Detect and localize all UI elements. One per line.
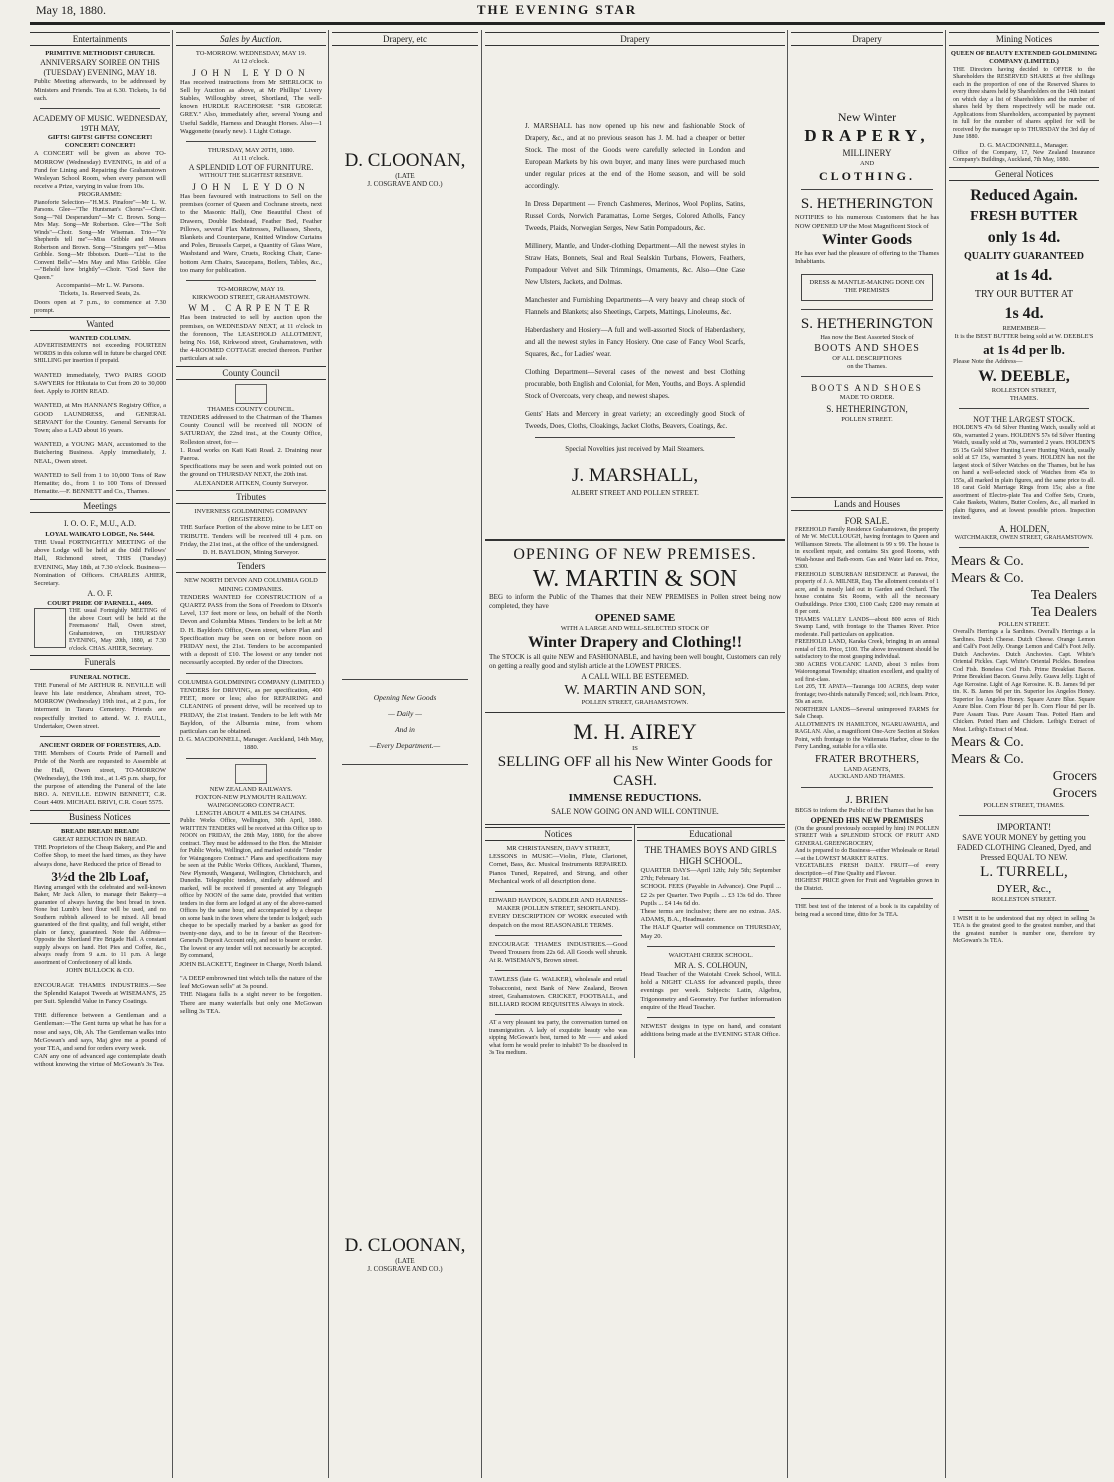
ad-headline: Winter Goods bbox=[822, 231, 912, 248]
opening-box bbox=[342, 679, 468, 765]
ad-text: QUARTER DAYS—April 12th; July 5th; September 27th; February 1st. bbox=[640, 867, 781, 883]
ad-text: Office of the Company, 17, New Zealand Insurance Company's Buildings, Auckland, 7th May, 1880. bbox=[953, 149, 1095, 164]
ad-text: WANTED, a YOUNG MAN, accustomed to the Butchering Business. Apply immediately, J. NEAL, Owen street. bbox=[34, 441, 166, 465]
advertiser-name: FRATER BROTHERS, bbox=[815, 752, 919, 765]
ad-headline: FRESH BUTTER bbox=[970, 209, 1078, 225]
ad-heading: FUNERAL NOTICE. bbox=[70, 673, 130, 681]
ad-heading: WANTED COLUMN. bbox=[69, 335, 131, 343]
ad-text: WANTED, at Mrs HANNAN'S Registry Office, a GOOD LAUNDRESS, and GENERAL SERVANT for the Country. General Servants for Town; also a LAD about 16 years. bbox=[34, 402, 166, 435]
ad-text: EVERY DESCRIPTION OF WORK executed with despatch on the most REASONABLE TERMS. bbox=[489, 913, 628, 929]
ad-heading: TO-MORROW. WEDNESDAY, MAY 19. bbox=[195, 50, 307, 58]
ad-address: POLLEN STREET, THAMES. bbox=[983, 802, 1065, 810]
ad-text: He has ever had the pleasure of offering to the Thames Inhabitants. bbox=[795, 249, 939, 266]
ad-headline: 3½d the 2lb Loaf, bbox=[51, 868, 149, 884]
newspaper-title: THE EVENING STAR bbox=[476, 2, 638, 17]
ad-text: THE Proprietors of the Cheap Bakery, and Pie and Coffee Shop, to meet the hard times, as they have always done, have Reduced the price of Bread to bbox=[34, 844, 166, 868]
ad-text: AUCKLAND AND THAMES. bbox=[829, 774, 905, 781]
section-heading: Wanted bbox=[30, 317, 170, 331]
ad-text: SCHOOL FEES (Payable in Advance). One Pupil ... £2 2s per Quarter. Two Pupils ... £3 13s 6d do. Three Pupils ... £4 14s 6d do. bbox=[640, 883, 781, 907]
ad-heading: BREAD! BREAD! BREAD! bbox=[60, 827, 139, 835]
ad-heading: PROGRAMME: bbox=[78, 191, 122, 199]
ad-text: THE difference between a Gentleman and a Gentleman:—The Gent turns up what he has for a nose and says, Oh, Ah. The Gentleman walks into McGowan's and says, Maj give me a pound of your TEA, and send for orders every week. bbox=[34, 1012, 166, 1052]
auctioneer-name: WM. CARPENTER bbox=[188, 303, 314, 314]
ad-text: Manchester and Furnishing Departments—A very heavy and cheap stock of Flannels and Blankets; also Sheetings, Carpets, Mattings, Linoleums, &c. bbox=[525, 296, 745, 317]
ad-text: THE Directors having decided to OFFER to the Shareholders the RESERVED SHARES at five shillings each in the proportion of one of the Reserved Shares to every three shares held by Shareholders on the 14th instant on which day a list of Shareholders and the number of shares held by them respectively will be made out. Applications from Shareholders, accompanied by payment in full for the number of shares applied for will be received by the manager up to THURSDAY the 3rd day of June 1880. bbox=[953, 66, 1095, 141]
ad-headline: only 1s 4d. bbox=[987, 229, 1061, 247]
column-auctions bbox=[176, 30, 326, 1478]
section-heading: Business Notices bbox=[30, 810, 170, 824]
ad-heading: NEW ZEALAND RAILWAYS. bbox=[209, 785, 293, 793]
ad-text: TENDERS for DRIVING, as per specification, 400 FEET, more or less; also for REPAIRING and CLEANING of present drive, will be received up to FRIDAY, the 21st instant. Tenders to be left with Mr Bayldon, of the Alburnia mine, from whom particulars can be obtained. bbox=[180, 686, 322, 735]
ad-heading: PRIMITIVE METHODIST CHURCH. bbox=[45, 50, 155, 58]
column-rule bbox=[172, 30, 173, 1478]
ad-text: Has received instructions from Mr SHERLOCK to Sell by Auction as above, at Mr Phillips' Livery Stables, Willoughby street, Shortland, The well-known HURDLE RACEHORSE "SIR GEORGE GREY." Also, immediately after, several Young and Useful Saddle, Harness and Draught Horses. Also—1 Waggonette (nearly new). 1 Light Cottage. bbox=[180, 78, 322, 135]
ad-text: (On the ground previously occupied by him) IN POLLEN STREET With a SPLENDID STOCK OF FRUIT AND GENERAL GREENGROCERY, bbox=[795, 825, 939, 847]
ad-signature: JOHN BLACKETT, Engineer in Charge, North Island. bbox=[179, 960, 323, 968]
ad-heading: FOR SALE. bbox=[844, 515, 890, 526]
notices-column bbox=[485, 825, 635, 1058]
advertiser-name: M. H. AIREY bbox=[573, 718, 697, 744]
ad-heading: NOT THE LARGEST STOCK. bbox=[973, 415, 1075, 425]
ad-heading: NEW NORTH DEVON AND COLUMBIA GOLD MINING COMPANIES. bbox=[184, 577, 318, 593]
ad-text: Accompanist—Mr L. W. Parsons. bbox=[55, 282, 145, 290]
ad-text: THE best test of the interest of a book is its capability of being read a second time, ditto for 3s TEA. bbox=[795, 904, 939, 918]
ad-text: SAVE YOUR MONEY by getting you FADED CLOTHING Cleaned, Dyed, and Pressed EQUAL TO NEW. bbox=[956, 833, 1092, 863]
ad-heading: ANNIVERSARY SOIREE ON THIS (TUESDAY) EVENING, MAY 18. bbox=[40, 58, 160, 78]
ad-heading: WAINGONGORO CONTRACT. bbox=[207, 801, 295, 809]
ad-headline: Grocers bbox=[1052, 786, 1097, 802]
ad-text: In Dress Department — French Cashmeres, Merinos, Wool Poplins, Satins, Russel Cords, Norwich Paramattas, Lorne Serges, Colored Atholls, Fancy Tweeds, Plaids, Norwegian Serges, New Satin Pompadours, &c. bbox=[525, 200, 745, 233]
ad-text: FREEHOLD LAND, Karaka Creek, bringing in an annual rental of £18. Price, £100. The above investment should be satisfactory to the most grasping individual. bbox=[795, 639, 939, 661]
ad-headline: 1s 4d. bbox=[1004, 305, 1044, 323]
ad-address: POLLEN STREET, GRAHAMSTOWN. bbox=[581, 699, 689, 707]
ad-headline: Winter Drapery and Clothing!! bbox=[527, 634, 743, 652]
ad-heading: IMPORTANT! bbox=[996, 822, 1052, 833]
ad-headline: CLOTHING. bbox=[818, 169, 915, 184]
column-rule bbox=[945, 30, 946, 1478]
ad-text: 1. Road works on Kati Kati Road. 2. Draining near Paeroa. bbox=[180, 446, 322, 463]
ad-text: SALE NOW GOING ON AND WILL CONTINUE. bbox=[551, 806, 719, 816]
ad-heading: EDWARD HAYDON, SADDLER AND HARNESS-MAKER (POLLEN STREET, SHORTLAND). bbox=[488, 897, 628, 913]
section-heading: Meetings bbox=[30, 499, 170, 513]
advertiser-name: D. CLOONAN, bbox=[344, 1234, 466, 1256]
ad-signature: JOHN BULLOCK & CO. bbox=[66, 967, 134, 975]
ad-heading: THURSDAY, MAY 20TH, 1880. bbox=[207, 147, 295, 155]
ad-text: VEGETABLES FRESH DAILY. FRUIT—of every description—of Fine Quality and Flavour. bbox=[795, 863, 939, 877]
ad-text: It is the BEST BUTTER being sold at W. DEEBLE'S bbox=[954, 333, 1094, 341]
ad-text: NEWEST designs in type on hand, and constant additions being made at the EVENING STAR Office. bbox=[640, 1023, 781, 1039]
ad-text: MADE TO ORDER. bbox=[839, 394, 895, 402]
ad-text: TAWLESS (late G. WALKER), wholesale and retail Tobacconist, next Bank of New Zealand, Brown street, Grahamstown. CRICKET, FOOTBALL, and BILLIARD ROOM REQUISITES Always in stock. bbox=[489, 976, 628, 1009]
section-heading: Drapery bbox=[791, 32, 943, 46]
ad-text: TENDERS WANTED for CONSTRUCTION of a QUARTZ PASS from the Sons of Freedom to Dixon's Level, 137 feet more or less, on behalf of the North Devon and Columbia Mines. Tenders to be left at Mr D. H. Bayldon's Office, Owen street, where Plan and Specification may be seen on or before noon on FRIDAY next, the 21st. Tenders to be accompanied with a deposit of £10. The lowest or any tender not necessarily accepted. By order of the Directors. bbox=[180, 593, 322, 667]
ad-text: These terms are inclusive; there are no extras. JAS. ADAMS, B.A., Headmaster. bbox=[640, 908, 781, 924]
ad-headline: BOOTS AND SHOES bbox=[814, 342, 920, 354]
marshall-ad bbox=[485, 120, 785, 499]
ad-headline: Reduced Again. bbox=[970, 187, 1078, 205]
ad-headline: DRAPERY, bbox=[804, 126, 930, 146]
box-line: DRESS & MANTLE-MAKING DONE ON THE PREMISES bbox=[809, 279, 925, 295]
advertiser-name: J. BRIEN bbox=[845, 793, 889, 806]
column-rule bbox=[787, 30, 788, 1478]
section-heading: Sales by Auction. bbox=[176, 32, 326, 46]
ad-headline: OPENED HIS NEW PREMISES bbox=[810, 815, 924, 825]
ad-text: J. MARSHALL has now opened up his new and fashionable Stock of Drapery, &c., and at no previous season has J. M. had a cheaper or better Stock. The most of the Goods were carefully selected in London and European Markets by his own buyer, and many lines were purchased much under regular prices at the end of the Home season, and will be sold accordingly. bbox=[525, 122, 745, 191]
box-line: And in bbox=[395, 724, 415, 734]
ad-text: ADVERTISEMENTS not exceeding FOURTEEN WORDS in this column will in future be charged ONE SHILLING per insertion if prepaid. bbox=[34, 343, 166, 365]
ad-text: Having arranged with the celebrated and well-known Baker, Mr Jack Allen, to manage their Bakery—a guarantee of always having the best bread in town. None but Lumb's best flour will be used, and no Southern rubbish allowed to be mixed. All bread guaranteed of the first quality, and full weight, either plain or fancy, guaranteed. Note the Address—Opposite the Shortland Fire Brigade Hall. A constant supply always on hand. Hot Pies and Coffee, &c., always ready from 9 a.m. to 11 p.m. A large assortment of Confectionery of all kinds. bbox=[34, 884, 166, 966]
ad-headline: at 1s 4d per lb. bbox=[983, 342, 1065, 358]
ad-heading: ANCIENT ORDER OF FORESTERS, A.D. bbox=[39, 741, 161, 749]
ad-headline: SELLING OFF all his New Winter Goods for CASH. bbox=[497, 753, 773, 789]
ad-heading: New Winter bbox=[837, 110, 897, 125]
ad-text: (LATE bbox=[395, 1256, 415, 1265]
airey-ad bbox=[485, 713, 785, 825]
ad-text: The STOCK is all quite NEW and FASHIONABLE, and having been well bought, Customers can rely on getting a really good and stylish article at the LOWEST PRICES. bbox=[489, 653, 781, 671]
ad-address: ROLLESTON STREET, bbox=[991, 386, 1057, 394]
section-heading: General Notices bbox=[949, 167, 1099, 181]
ad-signature: ALEXANDER AITKEN, County Surveyor. bbox=[193, 479, 309, 487]
ad-text: BEGS to inform the Public of the Thames that he has bbox=[795, 806, 934, 814]
ad-address: POLLEN STREET. bbox=[841, 416, 893, 424]
column-entertainments bbox=[30, 30, 170, 1478]
section-heading: Mining Notices bbox=[949, 32, 1099, 46]
ad-text: Public Meeting afterwards, to be addressed by Ministers and Friends. Tea at 6.30. Tickets, 1s 6d each. bbox=[34, 78, 166, 102]
column-rule bbox=[328, 30, 329, 1478]
ad-text: Has been favoured with instructions to Sell on the premises (corner of Queen and Cochrane streets, next to the Masonic Hall), One Beautiful Chest of Drawers, Double Bedstead, Feather Bed, Feather Pillows, several Flax Mattresses, Palliasses, Sheets, Blankets and Counterpane, Knitted Window Curtains and Poles, Brussels Carpet, a Quantity of Glass Ware, Washstand and Ware, Cruets, Rocking Chair, Cane-bottom Arm Chairs, Saucepans, Boilers, Tables, &c., too many for publication. bbox=[180, 192, 322, 274]
ad-text: TENDERS addressed to the Chairman of the Thames County Council will be received till NOON of SATURDAY, the 22nd inst., at the County Office, Rolleston street, for— bbox=[180, 414, 322, 446]
section-heading: Notices bbox=[485, 827, 632, 841]
section-heading: Funerals bbox=[30, 655, 170, 669]
ad-text: HIGHEST PRICE given for Fruit and Vegetables grown in the District. bbox=[795, 878, 939, 892]
martin-ad bbox=[485, 539, 785, 712]
ad-heading: A SPLENDID LOT OF FURNITURE. bbox=[188, 163, 314, 173]
ad-text: AND bbox=[859, 160, 875, 168]
section-heading: Entertainments bbox=[30, 32, 170, 46]
ad-headline: at 1s 4d. bbox=[995, 267, 1053, 285]
ad-text: I WISH it to be understood that my object in selling 3s TEA is the greatest good to the greatest number, and that the greatest number is number one, therefore try McGowan's 3s TEA. bbox=[953, 915, 1095, 945]
ad-text: Tickets, 1s. Reserved Seats, 2s. bbox=[59, 290, 141, 298]
ad-headline: Grocers bbox=[1052, 769, 1097, 785]
dressmaking-box bbox=[801, 274, 933, 300]
ad-text: Special Novelties just received by Mail Steamers. bbox=[565, 445, 705, 454]
ad-heading: WAIOTAHI CREEK SCHOOL. bbox=[668, 951, 753, 959]
auctioneer-name: JOHN LEYDON bbox=[192, 67, 310, 78]
ad-heading: GREAT REDUCTION IN BREAD. bbox=[53, 835, 147, 843]
ad-text: THE Surface Portion of the above mine to be LET on TRIBUTE. Tenders will be received till 4 p.m. on Friday, the 21st inst., at the office of the undersigned. bbox=[180, 524, 322, 548]
ad-text: ENCOURAGE THAMES INDUSTRIES.—See the Splendid Kaiapoi Tweeds at WISEMAN'S, 25 per Suit. Splendid Value in Fancy Coatings. bbox=[34, 981, 166, 1005]
ad-text: OF ALL DESCRIPTIONS bbox=[832, 354, 902, 362]
ad-text: J. COSGRAVE AND CO.) bbox=[367, 180, 443, 189]
ad-address: POLLEN STREET. bbox=[998, 621, 1050, 629]
ad-signature: D. G. MACDONNELL, Manager. Auckland, 14th May, 1880. bbox=[178, 736, 324, 752]
advertiser-name: J. MARSHALL, bbox=[571, 465, 699, 487]
ad-headline: OPENING OF NEW PREMISES. bbox=[513, 546, 757, 564]
ad-heading: A. O. F. bbox=[87, 589, 113, 599]
ad-heading: DYER, &c., bbox=[996, 883, 1052, 896]
ad-text: J. COSGRAVE AND CO.) bbox=[367, 1264, 443, 1273]
ad-heading: ACADEMY OF MUSIC. WEDNESDAY, 19TH MAY, bbox=[32, 114, 168, 134]
advertiser-name: W. MARTIN AND SON, bbox=[564, 683, 706, 699]
ad-headline: TRY OUR BUTTER AT bbox=[974, 289, 1074, 301]
ad-text: FREEHOLD SUBURBAN RESIDENCE at Parawai, the property of J. A. MILNER, Esq. The allotment consists of 1 acre, and is mostly laid out in Garden and Orchard. The house contains Six Rooms, with all the necessary Outbuildings. Price £300, £100 Cash; £200 may remain at 8 per cent. bbox=[795, 571, 939, 616]
ad-text: WANTED immediately, TWO PAIRS GOOD SAWYERS for Hikutaia to Cut from 20 to 30,000 feet. Apply to JOHN READ. bbox=[34, 371, 166, 396]
ad-signature: D. G. MACDONNELL, Manager. bbox=[979, 141, 1069, 149]
ad-text: Specifications may be seen and work pointed out on the ground on THURSDAY NEXT, the 20th inst. bbox=[180, 463, 322, 479]
advertiser-name: A. HOLDEN, bbox=[998, 523, 1050, 534]
column-drapery-marshall bbox=[485, 30, 785, 1478]
ad-text: on the Thames. bbox=[847, 363, 887, 371]
ad-text: THE Usual FORTNIGHTLY MEETING of the above Lodge will be held at the Odd Fellows' Hall, Richmond street, THIS (Tuesday) EVENING, May 18th, at 7.30 o'clock. Business—Nomination of Officers. CHARLES AHIER, Secretary. bbox=[34, 538, 166, 587]
masthead-rule bbox=[30, 22, 1105, 25]
column-hetherington bbox=[791, 30, 943, 1478]
ad-signature: D. H. BAYLDON, Mining Surveyor. bbox=[202, 549, 300, 557]
ad-headline: QUALITY GUARANTEED bbox=[964, 251, 1084, 263]
ad-heading: COLUMBIA GOLDMINING COMPANY (LIMITED.) bbox=[178, 678, 324, 686]
ad-text: Public Works Office, Wellington, 30th April, 1880. WRITTEN TENDERS will be received at this Office up to NOON on FRIDAY, the 28th May, 1880, for the above contract. They must be addressed to the Hon. the Minister for Public Works, Wellington, and marked outside "Tender for Waingongoro Contract." Plans and specifications may be seen at the Public Works Offices, Auckland, Thames, New Plymouth, Wanganui, Wellington, Christchurch, and Dunedin. Telegraphic tenders, similarly addressed and marked, will be received if presented at any Telegraph office by NOON of the same date, provided that written tenders in due form are lodged at any of the above-named Offices by the same hour, and accompanied by a cheque on some bank in the town where the tender is lodged; such cheque to be specially marked by a banker as good for twenty-one days, and to be in favour of the Receiver-General's Deposit Account only, and not to bearer or order. The lowest or any tender will not necessarily be accepted. By command, bbox=[180, 818, 322, 960]
ad-text: Haberdashery and Hosiery—A full and well-assorted Stock of Haberdashery, and all the newest styles in Fancy Hosiery. One case of Fancy Wool Scarfs, Squares, &c., for Ladies' wear. bbox=[525, 326, 745, 359]
ad-heading: COURT PRIDE OF PARNELL, 4409. bbox=[47, 600, 153, 608]
ad-text: Head Teacher of the Waiotahi Creek School, WILL hold a NIGHT CLASS for advanced pupils, three evenings per week. Subjects: Latin, Algebra, Trigonometry and Geometry. For further information enquire of the Head Teacher. bbox=[640, 971, 781, 1011]
auctioneer-name: JOHN LEYDON bbox=[192, 181, 310, 192]
ad-text: Millinery, Mantle, and Under-clothing Department—All the newest styles in Straw Hats, Bonnets, Seal and Real Sealskin Turbans, Flowers, Feathers, Pompadour Velvet and Silk Trimmings, Ornaments, &c. Also—One Case New Ulsters, Jackets, and Dolmas. bbox=[525, 242, 745, 287]
ad-headline: Tea Dealers bbox=[1030, 605, 1097, 621]
advertiser-name: S. HETHERINGTON bbox=[800, 196, 934, 213]
ad-heading: QUEEN OF BEAUTY EXTENDED GOLDMINING COMPANY (LIMITED.) bbox=[950, 50, 1098, 66]
ad-address: ALBERT STREET AND POLLEN STREET. bbox=[571, 489, 699, 498]
ad-heading: LOYAL WAIKATO LODGE, No. 5444. bbox=[45, 530, 155, 538]
advertiser-name: Mears & Co. bbox=[951, 735, 1024, 751]
ad-heading: MILLINERY bbox=[842, 148, 892, 159]
ad-heading: LENGTH ABOUT 4 MILES 34 CHAINS. bbox=[195, 810, 307, 818]
ad-text: (LATE bbox=[395, 172, 415, 181]
ad-text: IS bbox=[632, 744, 638, 752]
ad-text: THE Funeral of Mr ARTHUR R. NEVILLE will leave his late residence, Abraham street, TO-MORROW (Wednesday) 19th inst., at 2 p.m., for interment in Tararu Cemetery. Friends are respectfully invited to attend. W. J. FAULL, Undertaker, Owen street. bbox=[34, 681, 166, 730]
ad-address: THAMES. bbox=[1009, 394, 1039, 402]
ad-text: CAN any one of advanced age contemplate death without knowing the virtue of McGowan's 3s Tea. bbox=[34, 1053, 166, 1069]
ad-text: THE Niagara falls is a sight never to be forgotten. There are many waterfalls but only one McGowan selling 3s TEA. bbox=[180, 991, 322, 1015]
ad-text: AT a very pleasant tea party, the conversation turned on transmigration. A lady of exquisite beauty who was sipping McGowan's best, turned to Mr —— and asked what form he would prefer to inhabit? To be dissolved in 3s Tea medium. bbox=[489, 1020, 628, 1057]
ad-heading: KIRKWOOD STREET, GRAHAMSTOWN. bbox=[192, 294, 310, 302]
advertiser-name: Mears & Co. bbox=[951, 752, 1024, 768]
advertiser-name: Mears & Co. bbox=[951, 554, 1024, 570]
ad-headline: IMMENSE REDUCTIONS. bbox=[568, 791, 702, 804]
ad-address: WATCHMAKER, OWEN STREET, GRAHAMSTOWN. bbox=[954, 534, 1094, 541]
column-drapery-cloonan bbox=[332, 30, 478, 1478]
ad-heading: GIFTS! GIFTS! GIFTS! CONCERT! CONCERT! CONCERT! bbox=[47, 134, 153, 150]
advertiser-name: Mears & Co. bbox=[951, 571, 1024, 587]
ad-text: NOTIFIES to his numerous Customers that he has NOW OPENED UP the Most Magnificent Stock of bbox=[795, 214, 939, 230]
section-heading: Tenders bbox=[176, 559, 326, 573]
column-mining-general bbox=[949, 30, 1099, 1478]
ad-address: ROLLESTON STREET. bbox=[991, 896, 1057, 904]
section-heading: Drapery, etc bbox=[332, 32, 478, 46]
advertiser-name: L. TURRELL, bbox=[980, 864, 1068, 881]
programme-list: Pianoforte Selection—"H.M.S. Pinafore"—Mr L. W. Parsons. Glee—"The Huntsman's Chorus"—Choir. Song—"Nil Desperandum"—Mr C. Brown. Song—Mrs May. Song—Mr Robertson. Glee—"The Soft Winds"—Choir. Song—Mr Wiseman. Trio—"Ye Shepherds tell me"—Miss Gribble and Messrs Robertson and Brown. Song—"Strangers yet"—Miss Gribble. Song—Mr Ibbotson. Duett—"List to the Convent Bells"—Mrs May and Miss Gribble. Glee—"Behold how brightly"—Choir. "God Save the Queen." bbox=[34, 199, 166, 281]
box-line: —Every Department.— bbox=[369, 740, 441, 750]
ad-text: "A DEEP embrowned tint which tells the nature of the leaf McGowan sells" at 3s pound. bbox=[180, 975, 322, 991]
ad-text: Lot 205, TE APATA—Tauranga 100 ACRES, deep water frontage; two-thirds naturally Fenced; soil, rich loam. Price, 50s an acre. bbox=[795, 684, 939, 706]
ad-text: BEG to inform the Public of the Thames that their NEW PREMISES in Pollen street being now completed, they have bbox=[489, 593, 781, 611]
advertiser-name: D. CLOONAN, bbox=[344, 150, 466, 172]
advertiser-name: W. DEEBLE, bbox=[978, 367, 1070, 385]
educational-column bbox=[635, 825, 785, 1058]
ad-heading: I. O. O. F., M.U., A.D. bbox=[63, 518, 137, 528]
ad-text: Please Note the Address— bbox=[953, 358, 1023, 366]
emblem-image bbox=[34, 608, 66, 648]
ad-heading: MR CHRISTANSEN, DAVY STREET, bbox=[506, 845, 611, 853]
ad-text: THE usual Fortnightly MEETING of the above Court will be held at the Freemasons' Hall, Owen street, Grahamstown, on THURSDAY EVENING, May 20th, 1880, at 7.30 o'clock. CHAS. AHIER, Secretary. bbox=[69, 608, 166, 652]
ad-text: WITHOUT THE SLIGHTEST RESERVE. bbox=[199, 173, 303, 180]
ad-heading: FOXTON-NEW PLYMOUTH RAILWAY. bbox=[195, 793, 307, 801]
crest-image bbox=[235, 384, 267, 404]
section-heading: Lands and Houses bbox=[791, 497, 943, 511]
ad-text: And is prepared to do Business—either Wholesale or Retail—at the LOWEST MARKET RATES. bbox=[795, 848, 939, 862]
box-line: — Daily — bbox=[388, 708, 422, 718]
ad-text: Has now the Best Assorted Stock of bbox=[820, 333, 914, 341]
ad-text: At 11 o'clock. bbox=[232, 155, 270, 163]
ad-text: Has been instructed to sell by auction upon the premises, on WEDNESDAY NEXT, at 11 o'clock in the forenoon, The LEASEHOLD ALLOTMENT, being No. 168, Kirkwood street, Grahamstown, with the 4-ROOMED COTTAGE erected thereon. Further particulars at sale. bbox=[180, 314, 322, 363]
ad-text: WANTED to Sell from 1 to 10,000 Tons of Raw Hematite; do., from 1 to 100 Tons of Dressed Hematite.—F. BENNETT and Co., Thames. bbox=[34, 471, 166, 496]
ad-headline: BOOTS AND SHOES bbox=[811, 383, 923, 394]
advertiser-name: W. MARTIN & SON bbox=[532, 566, 738, 593]
ad-heading: TO-MORROW, MAY 19. bbox=[217, 285, 285, 293]
ad-headline: OPENED SAME bbox=[594, 612, 676, 625]
ad-text: Doors open at 7 p.m., to commence at 7.30 prompt. bbox=[34, 298, 166, 314]
ad-text: REMEMBER— bbox=[1002, 325, 1046, 333]
ad-text: LAND AGENTS, bbox=[843, 765, 891, 773]
column-rule bbox=[481, 30, 482, 1478]
ad-text: NORTHERN LANDS—Several unimproved FARMS for Sale Cheap. bbox=[795, 706, 939, 721]
ad-text: THE Members of Courts Pride of Parnell and Pride of the North are requested to Assemble at the Hall, Owen street, TO-MORROW (Wednesday), the 19th inst., at 1.45 p.m. sharp, for the purpose of attending the Funeral of the late BRO. A. NEVILLE. EDWIN BENNETT, C.R. Court 4409. MICHAEL BRIVI, C.R. Court 5575. bbox=[34, 750, 166, 807]
masthead bbox=[0, 0, 1114, 22]
ad-heading: MR A. S. COLHOUN, bbox=[674, 961, 748, 971]
ad-text: Gents' Hats and Mercery in great variety; an exceedingly good Stock of Tweeds, Does, Cloths, Cloakings, Jacket Cloths, Beavers, Coatings, &c. bbox=[525, 410, 745, 431]
ad-text: Clothing Department—Several cases of the newest and best Clothing procurable, both English and Colonial, for Men, Youths, and Boys. A splendid Stock of Overcoats, very cheap, and newest shapes. bbox=[525, 368, 745, 401]
advertiser-name: S. HETHERINGTON bbox=[800, 315, 934, 332]
box-line: Opening New Goods bbox=[373, 692, 437, 702]
ad-text: At 12 o'clock. bbox=[232, 58, 270, 66]
section-heading: Tributes bbox=[176, 490, 326, 504]
ad-heading: INVERNESS GOLDMINING COMPANY (REGISTERED). bbox=[194, 508, 308, 524]
product-list: Overall's Herrings a la Sardines. Overall's Herrings a la Sardines. Dutch Cheese. Dutch Cheese. Orange Lemon and Calf's Foot Jelly. Orange Lemon and Calf's Foot Jelly. Dutch Anchovies. Dutch Anchovies. Capt. White's Oriental Pickles. Capt. White's Oriental Pickles. Boneless Cod Fish. Boneless Cod Fish. Prime Breakfast Bacon. Prime Breakfast Bacon. Guava Jelly. Guava Jelly. Light of Age Kerosine. Light of Age Kerosine. K. B. James 9d per tin. K. B. James 9d per tin. Superior los Angelos Honey. Superior los Angelos Honey. Square Azure Blue. Square Azure Blue. Corn Flour 8d per lb. Corn Flour 8d per lb. Pure Assam Teas. Pure Assam Teas. Potted Ham and Chicken. Potted Ham and Chicken. Leibig's Extract of Meat. Leibig's Extract of Meat. bbox=[953, 629, 1095, 733]
ad-text: The HALF Quarter will commence on THURSDAY, May 20. bbox=[640, 924, 781, 940]
ad-text: A CALL WILL BE ESTEEMED. bbox=[581, 672, 689, 682]
ad-heading: THE THAMES BOYS AND GIRLS HIGH SCHOOL. bbox=[644, 845, 777, 867]
issue-date: May 18, 1880. bbox=[36, 3, 106, 17]
section-heading: County Council bbox=[176, 366, 326, 380]
ad-text: ALLOTMENTS IN HAMILTON, NGARUAWAHIA, and RAGLAN. Also, a magnificent One-Acre Section at Stokes Point, with frontage to the Waitemata Harbor, close to the Ferry Landing, suitable for a villa site. bbox=[795, 721, 939, 751]
ad-headline: Tea Dealers bbox=[1030, 588, 1097, 604]
ad-text: FREEHOLD Family Residence Grahamstown, the property of Mr W. McCULLOUGH, having frontages to Queen and Williamson Streets. The allotment is 99 x 99. The house is in excellent repair, and contains Six good Rooms, with Wash-house and Bath-room. Gas and Water laid on. Price, £300. bbox=[795, 526, 939, 571]
ad-text: LESSONS in MUSIC—Violin, Flute, Clarionet, Cornet, Bass, &c. Musical Instruments REPAIRED. Pianos Tuned, Repaired, and Strung, and other Mechanical work of all description done. bbox=[489, 853, 628, 885]
ad-text: A CONCERT will be given as above TO-MORROW (Wednesday) EVENING, in aid of a Fund for Lining and Repairing the Grahamstown Wesleyan School Room, when every person will receive a Prize, varying in value from 10s. bbox=[34, 150, 166, 191]
section-heading: Drapery bbox=[485, 32, 785, 46]
ad-text: 380 ACRES VOLCANIC LAND, about 3 miles from Waiorongomai Township; situation excellent, and quality of soil first-class. bbox=[795, 661, 939, 683]
advertiser-name: S. HETHERINGTON, bbox=[826, 404, 908, 415]
ad-text: THAMES VALLEY LANDS—about 800 acres of Rich Swamp Land, with frontage to the Thames River. Price moderate. Full particulars on application. bbox=[795, 616, 939, 638]
crest-image bbox=[235, 764, 267, 784]
ad-heading: THAMES COUNTY COUNCIL. bbox=[207, 405, 295, 413]
section-heading: Educational bbox=[637, 827, 785, 841]
ad-text: ENCOURAGE THAMES INDUSTRIES.—Good Tweed Trousers from 22s 6d. All Goods well shrunk. At R. WISEMAN'S, Brown street. bbox=[489, 940, 628, 965]
ad-text: HOLDEN'S 47s 6d Silver Hunting Watch, usually sold at 60s, warranted 2 years. HOLDEN'S 57s 6d Silver Hunting Watch, usually sold at 70s, warranted 2 years. HOLDEN'S £6 15s Gold Silver Hunting Lever Hunting Watch, usually sold at £7 15s, warranted 3 years. HOLDEN has not the largest stock of Silver Watches on the Thames, but he has on hand a well-selected stock of Watches from 45s to 155s, all marked in plain figures, and the same price to all. 18 carat Gold Marriage Rings from 15s; also a fine assortment of Electro-plate Tea and Coffee Sets, Cruets, Cake Baskets, Waiters, Butter Coolers, &c., all marked in plain figures, and at lowest possible prices. Inspection invited. bbox=[953, 425, 1095, 522]
ad-text: WITH A LARGE AND WELL-SELECTED STOCK OF bbox=[560, 625, 710, 633]
